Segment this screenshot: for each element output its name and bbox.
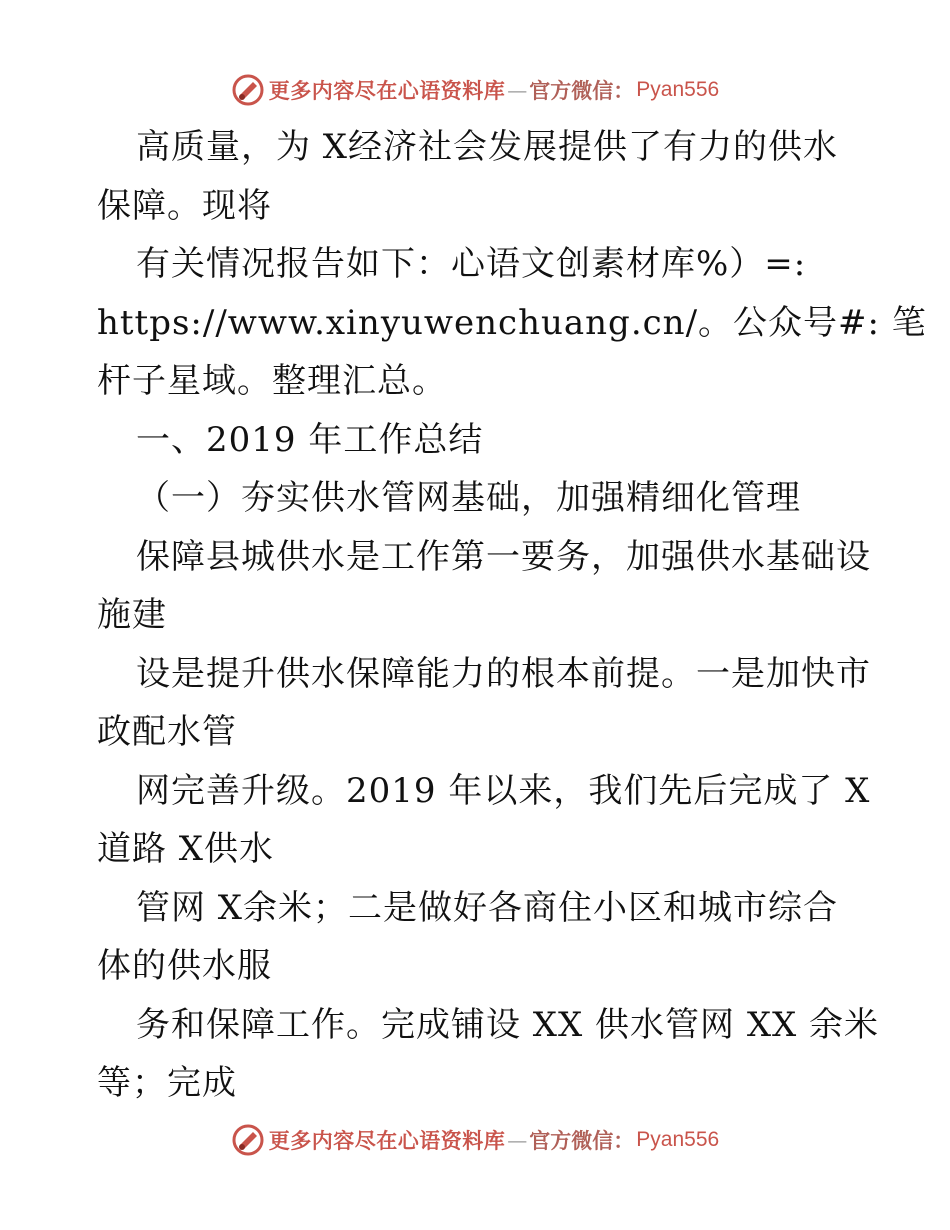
- banner-separator: —: [507, 78, 528, 102]
- text-line: 管网 X余米；二是做好各商住小区和城市综合: [136, 887, 839, 928]
- section-heading: 一、2019 年工作总结: [136, 419, 484, 460]
- subsection-heading: （一）夯实供水管网基础，加强精细化管理: [136, 478, 801, 518]
- text-line: 等；完成: [97, 1063, 237, 1103]
- text-line: 高质量，为 X经济社会发展提供了有力的供水: [136, 127, 839, 167]
- text-line: 有关情况报告如下：心语文创素材库%）=:: [136, 244, 807, 284]
- document-body: [97, 118, 927, 1113]
- banner-wechat-id: Pyan556: [636, 78, 720, 101]
- banner-text: 更多内容尽在心语资料库: [268, 78, 506, 103]
- brand-logo-icon: [231, 73, 265, 107]
- text-line: 网完善升级。2019 年以来，我们先后完成了 X: [136, 770, 871, 811]
- brand-logo-icon: [231, 1123, 265, 1157]
- text-line: 杆子星域。整理汇总。: [97, 361, 447, 401]
- banner-wechat-label: 官方微信：: [529, 78, 635, 103]
- text-line: 保障。现将: [97, 185, 272, 226]
- footer-watermark-banner: [0, 1120, 950, 1160]
- text-line: 道路 X供水: [97, 829, 275, 869]
- text-line: 务和保障工作。完成铺设 XX 供水管网 XX 余米: [136, 1004, 880, 1045]
- text-line: 体的供水服: [97, 946, 272, 986]
- text-line-url: https://www.xinyuwenchuang.cn/。公众号#: 笔: [97, 302, 927, 343]
- banner-separator: —: [507, 1128, 528, 1152]
- text-line: 政配水管: [97, 712, 237, 752]
- banner-wechat-id: Pyan556: [636, 1128, 720, 1151]
- text-line: 保障县城供水是工作第一要务，加强供水基础设: [136, 536, 871, 577]
- banner-text: 更多内容尽在心语资料库: [268, 1128, 506, 1153]
- text-line: 设是提升供水保障能力的根本前提。一是加快市: [136, 653, 871, 694]
- header-watermark-banner: [0, 70, 950, 110]
- text-line: 施建: [97, 595, 167, 635]
- banner-wechat-label: 官方微信：: [529, 1128, 635, 1153]
